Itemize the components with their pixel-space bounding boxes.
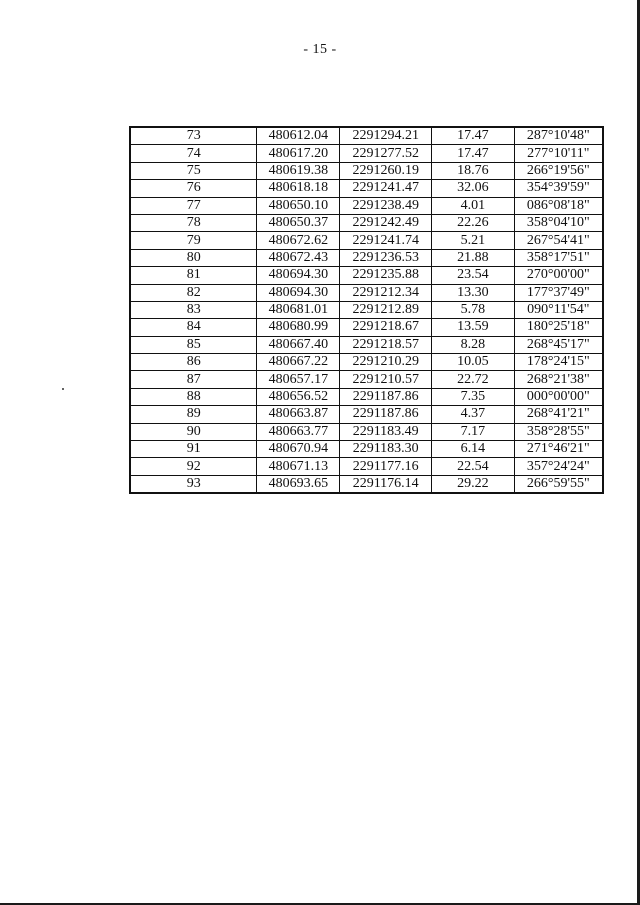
table-row [130, 301, 603, 318]
bearing-cell: 268°45'17" [514, 336, 603, 353]
y-coordinate-cell: 2291236.53 [340, 249, 432, 266]
table-row [130, 162, 603, 179]
y-coordinate-cell: 2291183.30 [340, 441, 432, 458]
point-number-cell: 73 [130, 127, 257, 145]
y-coordinate-cell: 2291235.88 [340, 267, 432, 284]
x-coordinate-cell: 480618.18 [257, 180, 340, 197]
length-cell: 22.72 [432, 371, 515, 388]
x-coordinate-cell: 480663.87 [257, 406, 340, 423]
table-row [130, 371, 603, 388]
length-cell: 13.30 [432, 284, 515, 301]
scan-speck [62, 388, 64, 390]
length-cell: 4.37 [432, 406, 515, 423]
x-coordinate-cell: 480693.65 [257, 475, 340, 493]
length-cell: 22.26 [432, 214, 515, 231]
length-cell: 8.28 [432, 336, 515, 353]
point-number-cell: 74 [130, 145, 257, 162]
x-coordinate-cell: 480663.77 [257, 423, 340, 440]
y-coordinate-cell: 2291177.16 [340, 458, 432, 475]
x-coordinate-cell: 480694.30 [257, 284, 340, 301]
point-number-cell: 93 [130, 475, 257, 493]
table-row [130, 249, 603, 266]
length-cell: 21.88 [432, 249, 515, 266]
bearing-cell: 287°10'48" [514, 127, 603, 145]
point-number-cell: 78 [130, 214, 257, 231]
table-row [130, 354, 603, 371]
length-cell: 29.22 [432, 475, 515, 493]
bearing-cell: 177°37'49" [514, 284, 603, 301]
point-number-cell: 88 [130, 388, 257, 405]
bearing-cell: 358°04'10" [514, 214, 603, 231]
x-coordinate-cell: 480681.01 [257, 301, 340, 318]
y-coordinate-cell: 2291242.49 [340, 214, 432, 231]
y-coordinate-cell: 2291212.89 [340, 301, 432, 318]
point-number-cell: 82 [130, 284, 257, 301]
y-coordinate-cell: 2291218.57 [340, 336, 432, 353]
table-row [130, 458, 603, 475]
point-number-cell: 87 [130, 371, 257, 388]
y-coordinate-cell: 2291277.52 [340, 145, 432, 162]
bearing-cell: 268°41'21" [514, 406, 603, 423]
table-row [130, 406, 603, 423]
bearing-cell: 266°19'56" [514, 162, 603, 179]
length-cell: 17.47 [432, 145, 515, 162]
bearing-cell: 268°21'38" [514, 371, 603, 388]
y-coordinate-cell: 2291210.29 [340, 354, 432, 371]
bearing-cell: 000°00'00" [514, 388, 603, 405]
point-number-cell: 81 [130, 267, 257, 284]
x-coordinate-cell: 480657.17 [257, 371, 340, 388]
page-number: - 15 - [303, 42, 337, 57]
y-coordinate-cell: 2291176.14 [340, 475, 432, 493]
length-cell: 5.78 [432, 301, 515, 318]
length-cell: 7.17 [432, 423, 515, 440]
table-row [130, 319, 603, 336]
bearing-cell: 357°24'24" [514, 458, 603, 475]
y-coordinate-cell: 2291218.67 [340, 319, 432, 336]
table-row [130, 423, 603, 440]
table-row [130, 336, 603, 353]
table-row [130, 441, 603, 458]
x-coordinate-cell: 480667.22 [257, 354, 340, 371]
point-number-cell: 83 [130, 301, 257, 318]
length-cell: 5.21 [432, 232, 515, 249]
table-row [130, 475, 603, 493]
coordinates-table [129, 126, 604, 494]
point-number-cell: 76 [130, 180, 257, 197]
table-row [130, 197, 603, 214]
bearing-cell: 178°24'15" [514, 354, 603, 371]
length-cell: 7.35 [432, 388, 515, 405]
length-cell: 22.54 [432, 458, 515, 475]
table-row [130, 180, 603, 197]
point-number-cell: 90 [130, 423, 257, 440]
x-coordinate-cell: 480617.20 [257, 145, 340, 162]
bearing-cell: 358°17'51" [514, 249, 603, 266]
x-coordinate-cell: 480680.99 [257, 319, 340, 336]
point-number-cell: 86 [130, 354, 257, 371]
point-number-cell: 80 [130, 249, 257, 266]
bearing-cell: 266°59'55" [514, 475, 603, 493]
length-cell: 23.54 [432, 267, 515, 284]
x-coordinate-cell: 480667.40 [257, 336, 340, 353]
y-coordinate-cell: 2291187.86 [340, 406, 432, 423]
table-row [130, 145, 603, 162]
bearing-cell: 270°00'00" [514, 267, 603, 284]
point-number-cell: 85 [130, 336, 257, 353]
bearing-cell: 277°10'11" [514, 145, 603, 162]
x-coordinate-cell: 480670.94 [257, 441, 340, 458]
x-coordinate-cell: 480672.62 [257, 232, 340, 249]
x-coordinate-cell: 480650.10 [257, 197, 340, 214]
point-number-cell: 91 [130, 441, 257, 458]
bearing-cell: 090°11'54" [514, 301, 603, 318]
point-number-cell: 79 [130, 232, 257, 249]
y-coordinate-cell: 2291238.49 [340, 197, 432, 214]
point-number-cell: 75 [130, 162, 257, 179]
table-row [130, 284, 603, 301]
x-coordinate-cell: 480650.37 [257, 214, 340, 231]
length-cell: 17.47 [432, 127, 515, 145]
length-cell: 6.14 [432, 441, 515, 458]
bearing-cell: 086°08'18" [514, 197, 603, 214]
point-number-cell: 77 [130, 197, 257, 214]
x-coordinate-cell: 480656.52 [257, 388, 340, 405]
bearing-cell: 358°28'55" [514, 423, 603, 440]
bearing-cell: 354°39'59" [514, 180, 603, 197]
length-cell: 32.06 [432, 180, 515, 197]
y-coordinate-cell: 2291210.57 [340, 371, 432, 388]
bearing-cell: 180°25'18" [514, 319, 603, 336]
y-coordinate-cell: 2291212.34 [340, 284, 432, 301]
y-coordinate-cell: 2291241.74 [340, 232, 432, 249]
table-row [130, 127, 603, 145]
point-number-cell: 89 [130, 406, 257, 423]
x-coordinate-cell: 480619.38 [257, 162, 340, 179]
table-row [130, 214, 603, 231]
x-coordinate-cell: 480672.43 [257, 249, 340, 266]
length-cell: 13.59 [432, 319, 515, 336]
point-number-cell: 92 [130, 458, 257, 475]
coordinates-table-body [130, 127, 603, 493]
x-coordinate-cell: 480612.04 [257, 127, 340, 145]
table-row [130, 232, 603, 249]
table-row [130, 388, 603, 405]
y-coordinate-cell: 2291260.19 [340, 162, 432, 179]
table-row [130, 267, 603, 284]
x-coordinate-cell: 480671.13 [257, 458, 340, 475]
y-coordinate-cell: 2291187.86 [340, 388, 432, 405]
x-coordinate-cell: 480694.30 [257, 267, 340, 284]
point-number-cell: 84 [130, 319, 257, 336]
length-cell: 18.76 [432, 162, 515, 179]
y-coordinate-cell: 2291183.49 [340, 423, 432, 440]
y-coordinate-cell: 2291241.47 [340, 180, 432, 197]
length-cell: 4.01 [432, 197, 515, 214]
y-coordinate-cell: 2291294.21 [340, 127, 432, 145]
length-cell: 10.05 [432, 354, 515, 371]
bearing-cell: 271°46'21" [514, 441, 603, 458]
bearing-cell: 267°54'41" [514, 232, 603, 249]
